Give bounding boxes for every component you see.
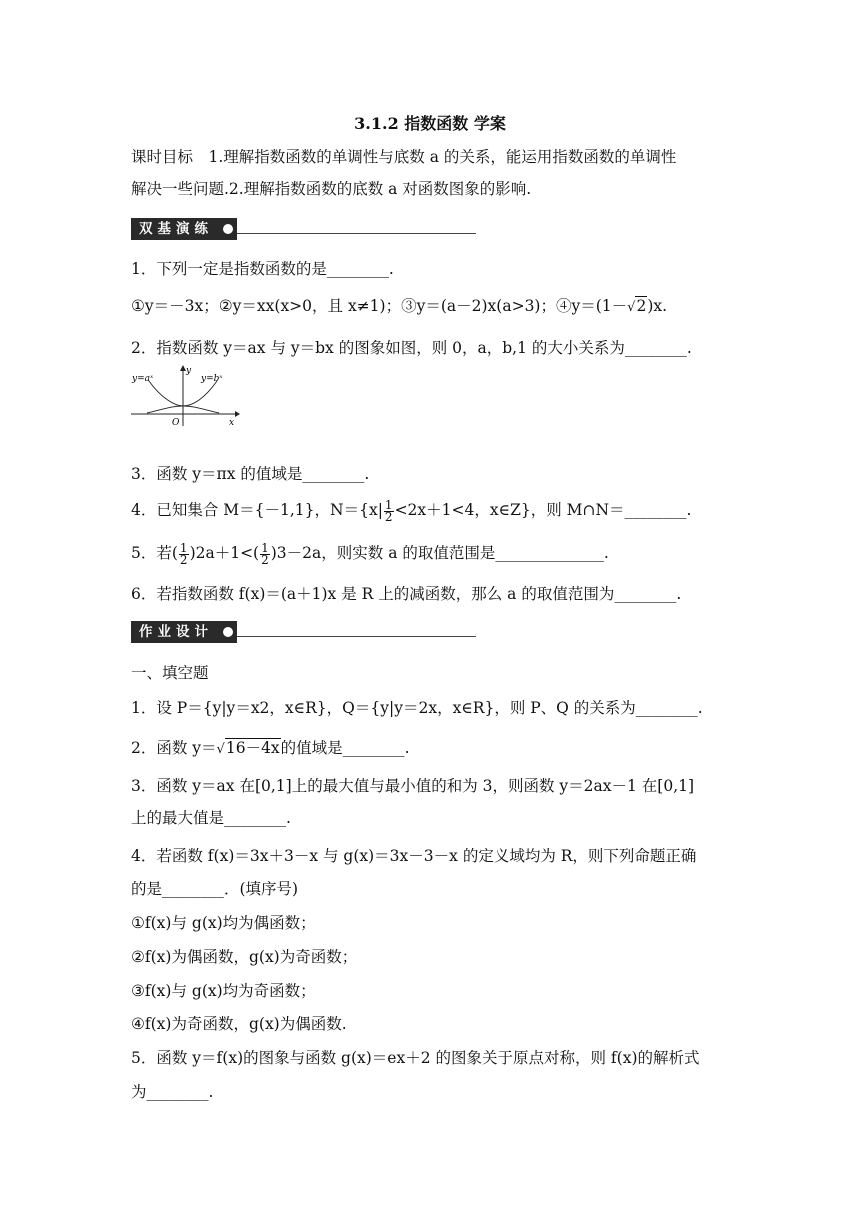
question-5-text: 5．若(: [131, 544, 178, 562]
homework-4-option-4: ④f(x)为奇函数，g(x)为偶函数.: [131, 1015, 347, 1033]
fraction-one-half: [384, 497, 394, 524]
fraction-one-half: [260, 540, 270, 567]
objectives-line-2: 解决一些问题.2.理解指数函数的底数 a 对函数图象的影响.: [131, 180, 532, 198]
fraction-denominator: 2: [179, 552, 188, 567]
circle-dot-icon: [223, 627, 233, 637]
question-2: 2．指数函数 y＝ax 与 y＝bx 的图象如图，则 0，a，b,1 的大小关系为________.: [131, 339, 692, 357]
sqrt-radicand: 2: [636, 297, 647, 315]
options-text: ①y＝－3x；②y＝xx(x>0，且 x≠1)；③y＝(a－2)x(a>3)；④y＝(1－: [131, 297, 628, 315]
fraction-denominator: 2: [384, 509, 393, 524]
question-6: 6．若指数函数 f(x)＝(a＋1)x 是 R 上的减函数，那么 a 的取值范围为________.: [131, 585, 682, 603]
fraction-numerator: 1: [261, 540, 269, 555]
sqrt-radicand: 16－4x: [225, 739, 280, 757]
homework-4-line-1: 4．若函数 f(x)＝3x＋3－x 与 g(x)＝3x－3－x 的定义域均为 R，则下列命题正确: [131, 847, 697, 865]
homework-1: 1．设 P＝{y|y＝x2，x∈R}，Q＝{y|y＝2x，x∈R}，则 P、Q 的关系为________.: [131, 699, 703, 717]
origin-label: O: [172, 418, 180, 426]
homework-3-line-1: 3．函数 y＝ax 在[0,1]上的最大值与最小值的和为 3，则函数 y＝2ax－1 在[0,1]: [131, 777, 695, 795]
question-5: [131, 542, 609, 566]
homework-2-text-end: 的值域是________.: [280, 739, 410, 757]
homework-4-option-1: ①f(x)与 g(x)均为偶函数；: [131, 914, 316, 932]
fraction-numerator: 1: [179, 540, 188, 555]
exponential-graph-figure: [131, 364, 241, 426]
section-label: 作业设计: [131, 621, 237, 643]
sqrt-sign: √: [216, 742, 225, 757]
homework-3-line-2: 上的最大值是________.: [131, 809, 291, 827]
section-rule: [237, 233, 476, 234]
y-axis-label: y: [186, 366, 192, 376]
question-5-text-end: )3－2a，则实数 a 的取值范围是______________.: [270, 544, 609, 562]
question-4-text: 4．已知集合 M＝{－1,1}，N＝{x|: [131, 501, 383, 519]
section-rule: [237, 636, 476, 637]
homework-4-option-2: ②f(x)为偶函数，g(x)为奇函数；: [131, 948, 358, 966]
curve-a: [149, 381, 219, 413]
homework-4-option-3: ③f(x)与 g(x)均为奇函数；: [131, 982, 316, 1000]
label-y-eq-a-x: y=aˣ: [132, 374, 154, 384]
circle-dot-icon: [223, 224, 233, 234]
question-3: 3．函数 y＝πx 的值域是________.: [131, 465, 370, 483]
homework-5-line-2: 为________.: [131, 1083, 214, 1101]
section-banner-basic-practice: [131, 218, 476, 240]
question-1: 1．下列一定是指数函数的是________.: [131, 260, 394, 278]
part-heading: 一、填空题: [131, 664, 209, 682]
section-label: 双基演练: [131, 218, 237, 240]
options-text-end: )x.: [647, 297, 668, 315]
question-4-text-end: <2x＋1<4，x∈Z}，则 M∩N＝________.: [394, 501, 692, 519]
x-axis-label: x: [229, 418, 235, 426]
fraction-denominator: 2: [261, 552, 269, 567]
fraction-one-half: [179, 540, 189, 567]
section-banner-homework: [131, 621, 476, 643]
page-title: 3.1.2 指数函数 学案: [354, 114, 506, 133]
sqrt-sign: √: [627, 300, 636, 315]
question-5-text-mid: )2a＋1<(: [189, 544, 260, 562]
homework-4-line-2: 的是________．(填序号): [131, 880, 299, 898]
fraction-numerator: 1: [384, 497, 393, 512]
homework-2: [131, 737, 410, 761]
question-1-options: [131, 295, 667, 319]
objectives-line-1: 课时目标 1.理解指数函数的单调性与底数 a 的关系，能运用指数函数的单调性: [131, 148, 677, 166]
curve-b: [147, 381, 217, 413]
x-axis-arrow-icon: [235, 411, 240, 417]
question-4: [131, 499, 692, 523]
homework-5-line-1: 5．函数 y＝f(x)的图象与函数 g(x)＝ex＋2 的图象关于原点对称，则 f(x)的解析式: [131, 1049, 700, 1067]
label-y-eq-b-x: y=bˣ: [201, 374, 223, 384]
homework-2-text: 2．函数 y＝: [131, 739, 217, 757]
